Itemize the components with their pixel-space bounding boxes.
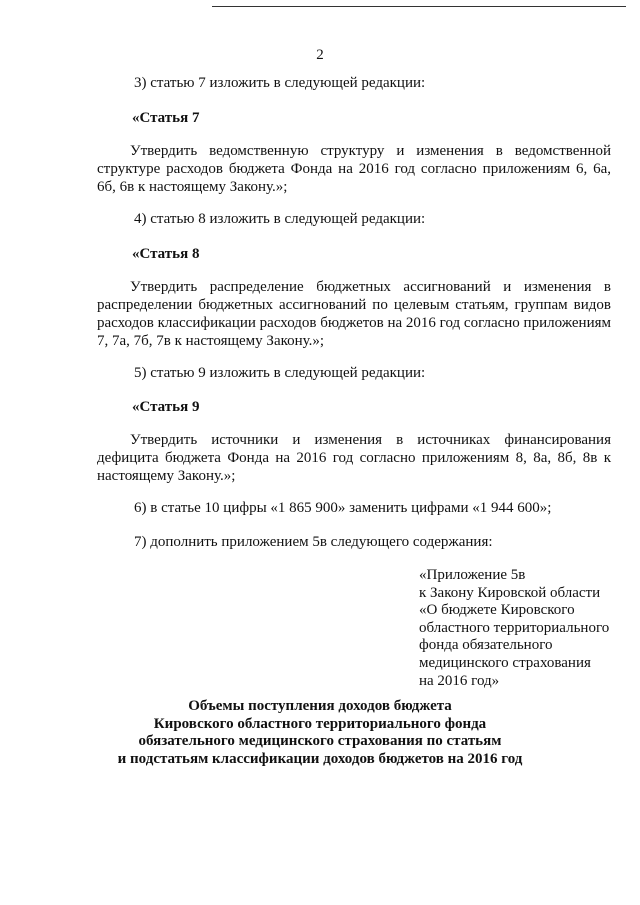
page-number: 2 [316,47,324,63]
article-9-heading: «Статья 9 [132,399,200,415]
appendix-stamp-line: к Закону Кировской области [419,584,601,601]
revenue-section-title-line: и подстатьям классификации доходов бюджетов на 2016 год [117,750,523,767]
item-5: 5) статью 9 изложить в следующей редакции: [134,365,426,381]
revenue-section-title-line: Кировского областного территориального фонда [153,715,487,732]
appendix-stamp-line: фонда обязательного [419,637,553,654]
item-3: 3) статью 7 изложить в следующей редакции: [134,75,426,91]
top-rule [212,6,626,7]
article-7-heading: «Статья 7 [132,110,200,126]
revenue-section-title-line: Объемы поступления доходов бюджета [188,698,452,714]
item-7: 7) дополнить приложением 5в следующего содержания: [134,534,493,550]
article-8-text: Утвердить распределение бюджетных ассигнований и изменения в распределении бюджетных ассигнований по целевым статьям, группам видов расходов классификации расходов бюджетов на 2016 год согласно приложениям 7, 7а, 7б, 7в к настоящему Закону.»; [97,279,611,349]
article-9-text: Утвердить источники и изменения в источниках финансирования дефицита бюджета Фонда на 2016 год согласно приложениям 8, 8а, 8б, 8в к настоящему Закону.»; [97,432,611,484]
revenue-section-title [0,698,640,768]
item-4: 4) статью 8 изложить в следующей редакции: [134,211,426,227]
revenue-section-title-line: обязательного медицинского страхования по статьям [138,733,502,750]
appendix-stamp-line: «Приложение 5в [419,567,526,583]
appendix-stamp [419,567,619,690]
appendix-stamp-line: областного территориального [419,619,610,636]
item-6: 6) в статье 10 цифры «1 865 900» заменить цифрами «1 944 600»; [134,500,552,516]
article-7-text: Утвердить ведомственную структуру и изменения в ведомственной структуре расходов бюджета Фонда на 2016 год согласно приложениям 6, 6а, 6б, 6в к настоящему Закону.»; [97,143,611,195]
appendix-stamp-line: «О бюджете Кировского [419,602,575,619]
appendix-stamp-line: на 2016 год» [419,672,500,689]
article-8-heading: «Статья 8 [132,246,200,262]
appendix-stamp-line: медицинского страхования [419,654,591,671]
